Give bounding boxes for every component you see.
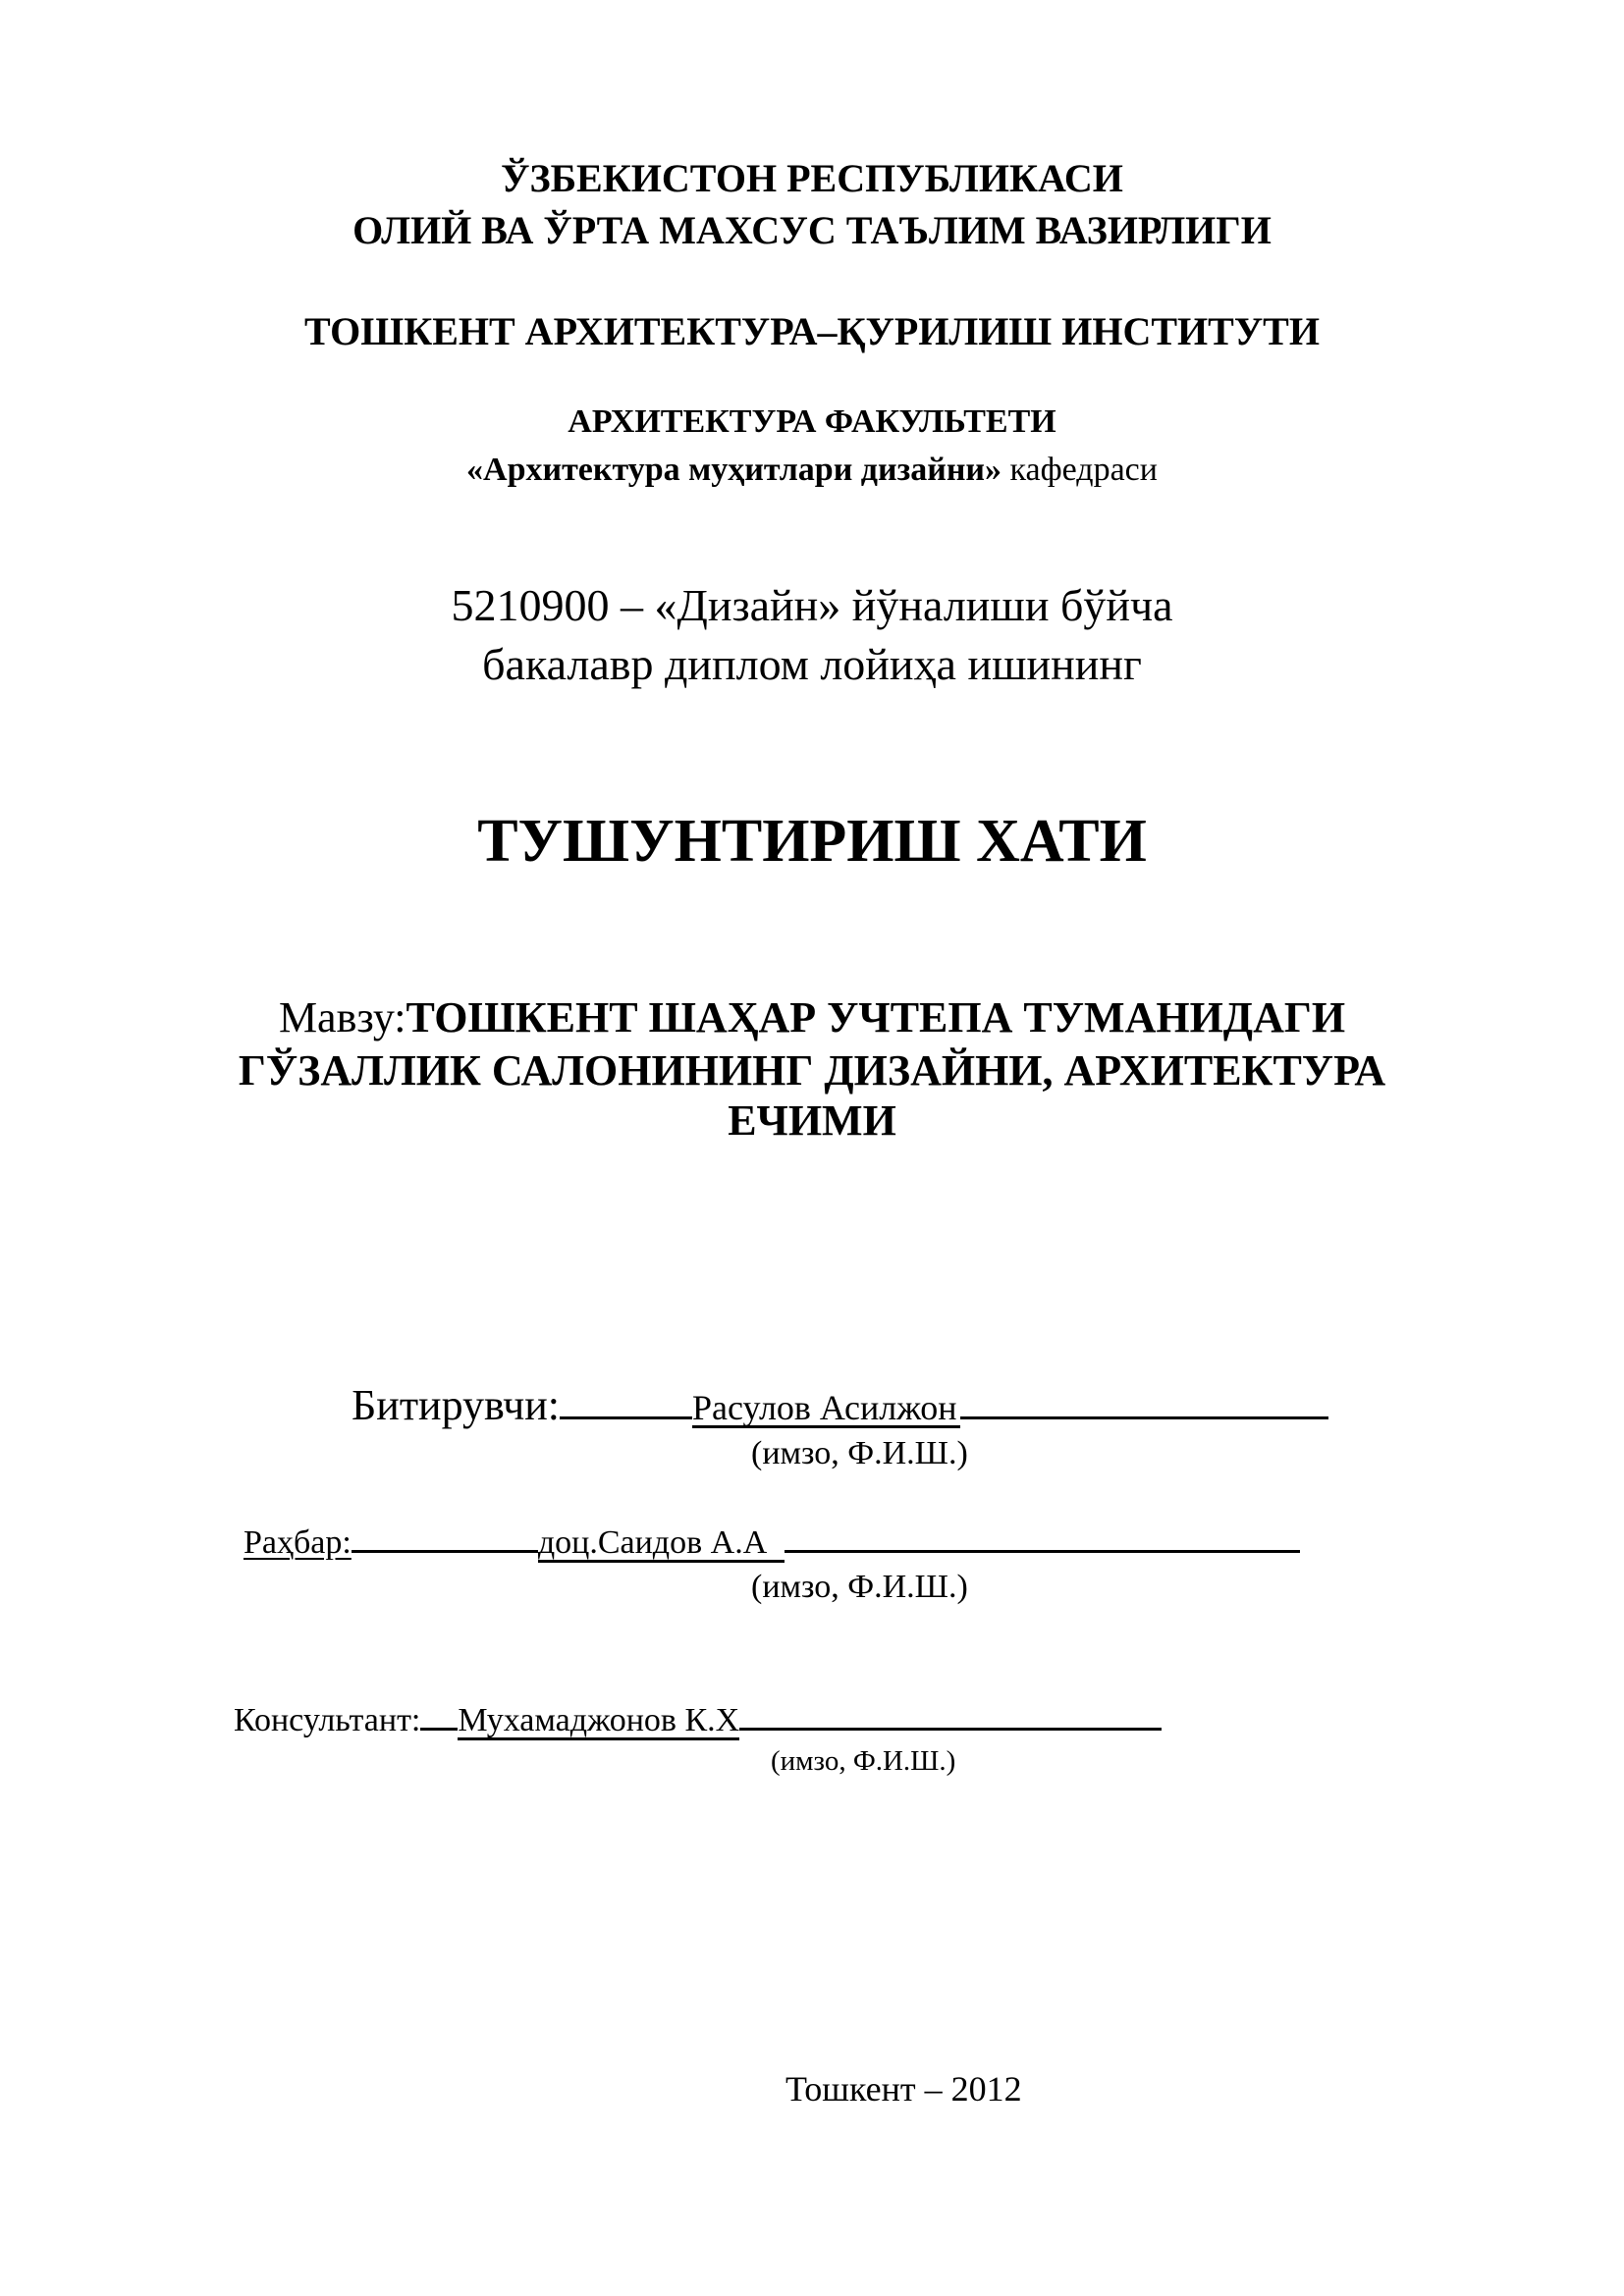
faculty-heading: АРХИТЕКТУРА ФАКУЛЬТЕТИ <box>568 403 1056 440</box>
supervisor-hint: (имзо, Ф.И.Ш.) <box>751 1569 968 1605</box>
graduate-blank-right <box>960 1416 1328 1419</box>
ministry-heading: ОЛИЙ ВА ЎРТА МАХСУС ТАЪЛИМ ВАЗИРЛИГИ <box>352 208 1272 252</box>
graduate-name: Расулов Асилжон <box>692 1390 960 1428</box>
department-suffix: кафедраси <box>1009 452 1158 488</box>
graduate-signature-line <box>352 1381 1328 1429</box>
consultant-signature-line <box>234 1704 1162 1740</box>
topic-label: Мавзу: <box>278 993 406 1041</box>
graduate-hint: (имзо, Ф.И.Ш.) <box>751 1435 968 1471</box>
document-title: ТУШУНТИРИШ ХАТИ <box>477 808 1147 875</box>
program-line-2: бакалавр диплом лойиҳа ишининг <box>482 639 1142 689</box>
supervisor-blank-right <box>785 1550 1300 1553</box>
consultant-name: Мухамаджонов К.Х <box>458 1702 740 1738</box>
consultant-hint: (имзо, Ф.И.Ш.) <box>771 1745 956 1777</box>
topic-text-3: ЕЧИМИ <box>728 1096 896 1145</box>
institute-heading: ТОШКЕНТ АРХИТЕКТУРА–ҚУРИЛИШ ИНСТИТУТИ <box>304 309 1320 353</box>
department-name: «Архитектура муҳитлари дизайни» <box>466 452 1002 488</box>
supervisor-signature-line <box>244 1526 1300 1563</box>
graduate-label: Битирувчи: <box>352 1381 561 1429</box>
consultant-blank-left <box>420 1728 458 1731</box>
program-line-1: 5210900 – «Дизайн» йўналиши бўйча <box>451 580 1173 630</box>
topic-text-1: ТОШКЕНТ ШАҲАР УЧТЕПА ТУМАНИДАГИ <box>406 993 1346 1041</box>
country-heading: ЎЗБЕКИСТОН РЕСПУБЛИКАСИ <box>501 156 1123 200</box>
city-year: Тошкент – 2012 <box>785 2069 1022 2109</box>
topic-line-1 <box>0 993 1624 1041</box>
department-line <box>0 454 1624 487</box>
topic-text-2: ГЎЗАЛЛИК САЛОНИНИНГ ДИЗАЙНИ, АРХИТЕКТУРА <box>238 1046 1386 1095</box>
supervisor-name: доц.Саидов А.А <box>538 1526 785 1563</box>
consultant-label: Консультант: <box>234 1702 421 1738</box>
consultant-blank-right <box>739 1728 1162 1731</box>
graduate-blank-left <box>560 1416 692 1419</box>
supervisor-blank-left <box>352 1550 538 1553</box>
supervisor-label: Раҳбар: <box>244 1524 352 1561</box>
